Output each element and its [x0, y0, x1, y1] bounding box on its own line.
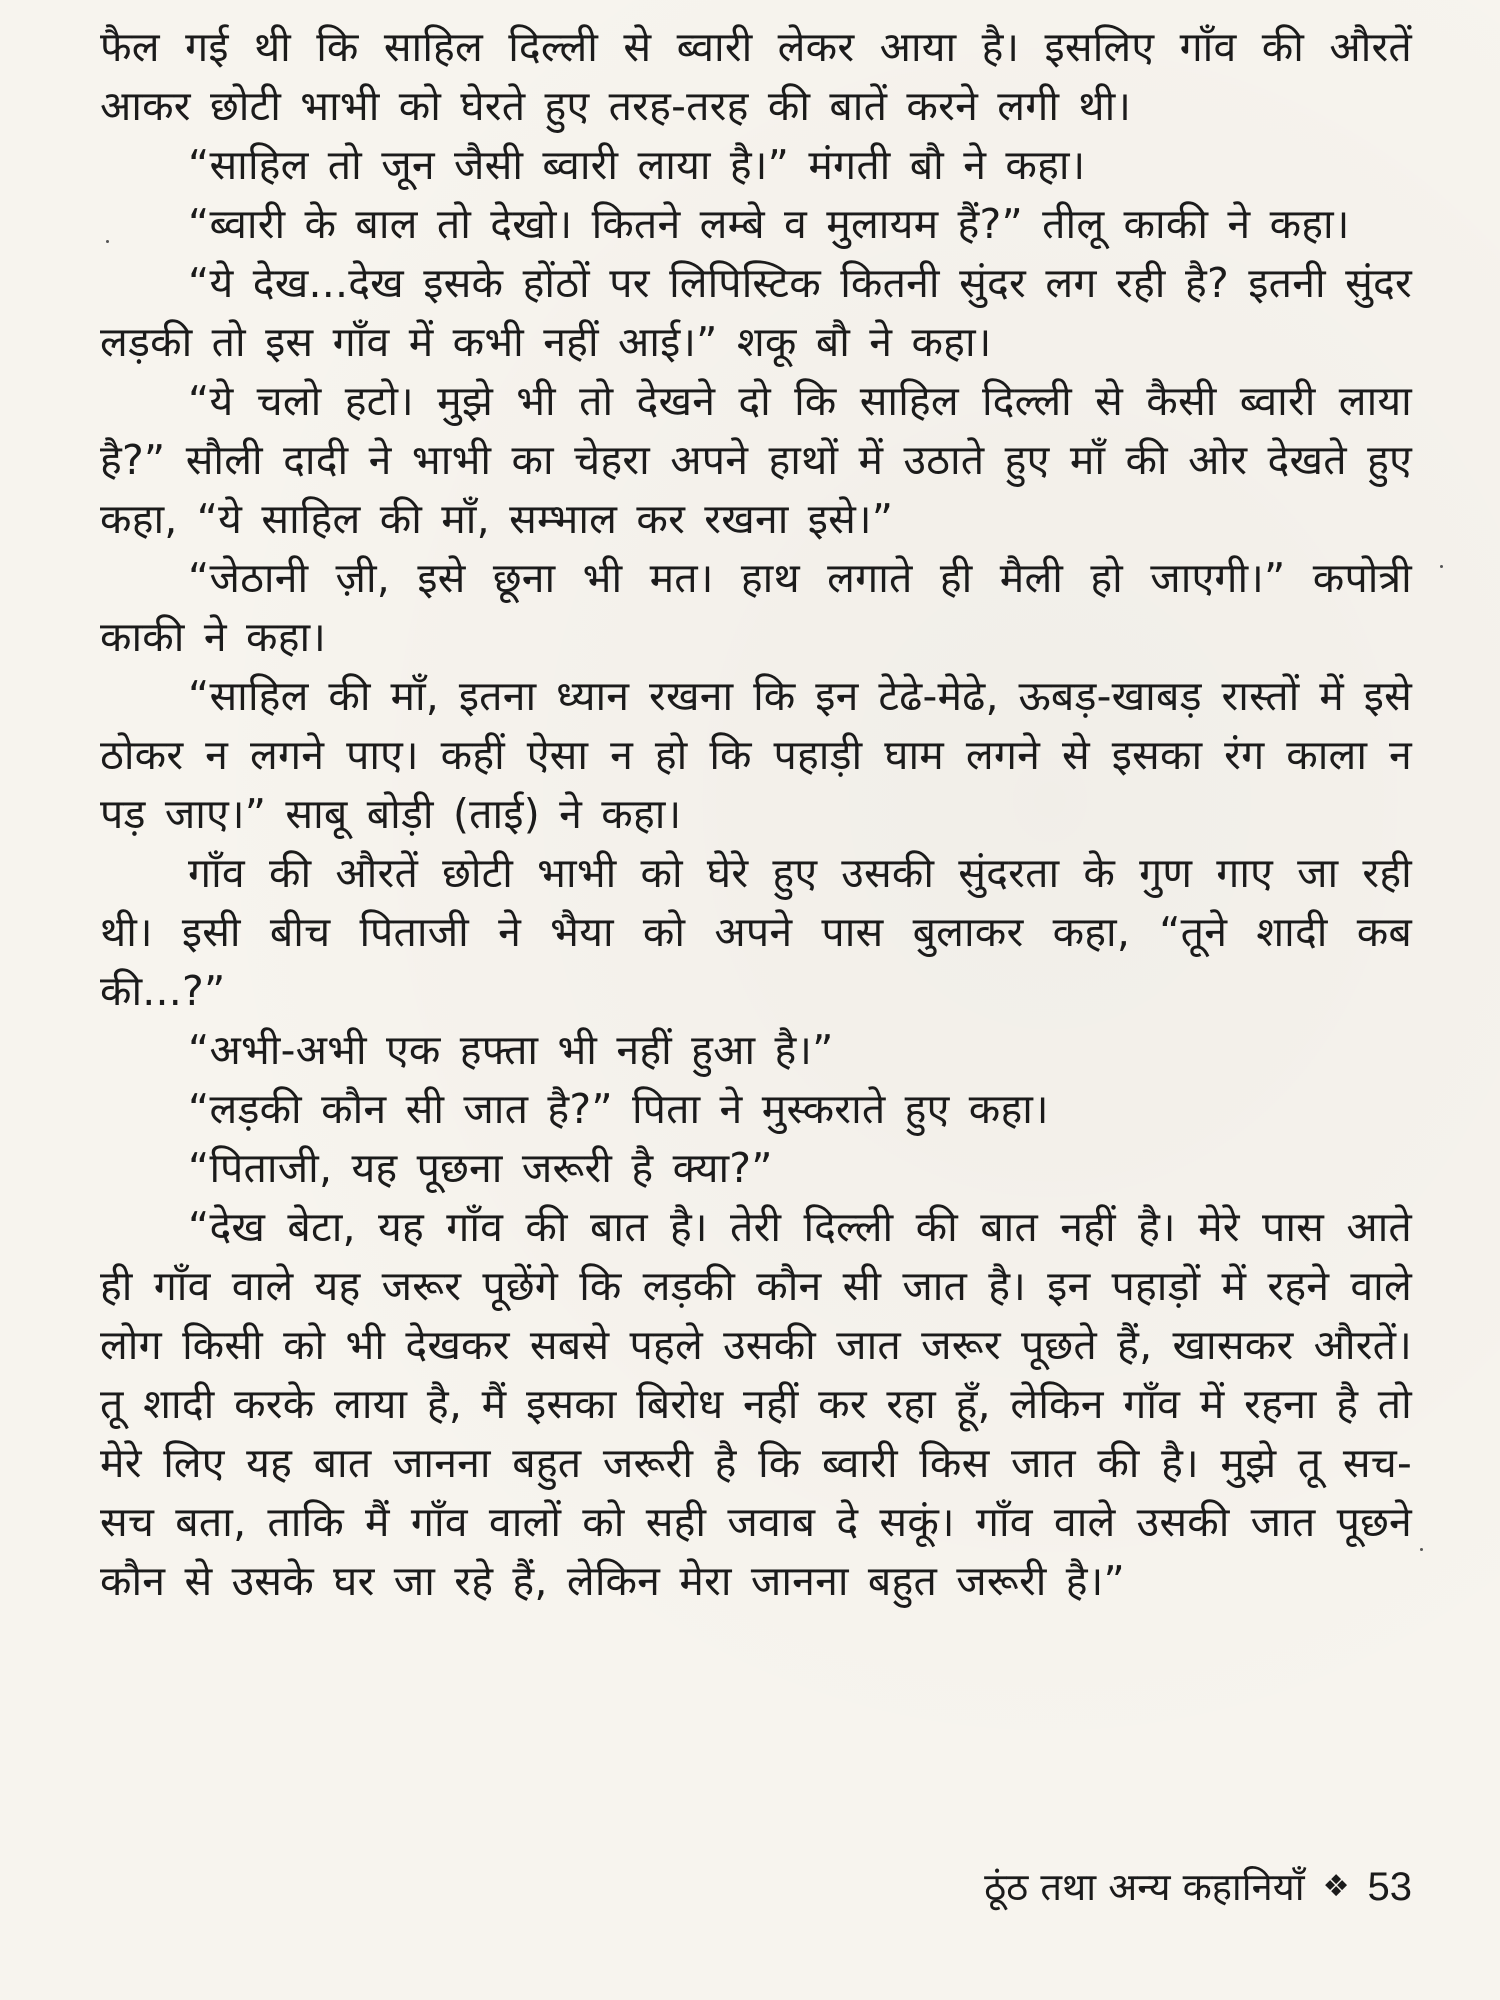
- ink-speck: [1420, 1548, 1423, 1551]
- ink-speck: [106, 240, 109, 243]
- paragraph: “जेठानी ज़ी, इसे छूना भी मत। हाथ लगाते ही मैली हो जाएगी।” कपोत्री काकी ने कहा।: [100, 554, 1412, 661]
- paragraph: “अभी-अभी एक हफ्ता भी नहीं हुआ है।”: [188, 1026, 834, 1074]
- separator-ornament-icon: ❖: [1322, 1869, 1350, 1904]
- paragraph: “लड़की कौन सी जात है?” पिता ने मुस्कराते हुए कहा।: [188, 1085, 1049, 1133]
- body-text: [100, 18, 1412, 1611]
- ink-speck: [1440, 565, 1443, 568]
- paragraph: “ब्वारी के बाल तो देखो। कितने लम्बे व मुलायम हैं?” तीलू काकी ने कहा।: [188, 200, 1350, 248]
- paragraph: “साहिल तो जून जैसी ब्वारी लाया है।” मंगती बौ ने कहा।: [188, 141, 1086, 189]
- paragraph: “साहिल की माँ, इतना ध्यान रखना कि इन टेढे-मेढे, ऊबड़-खाबड़ रास्तों में इसे ठोकर न लगने पाए। कहीं ऐसा न हो कि पहाड़ी घाम लगने से इसका रंग काला न पड़ जाए।” साबू बोड़ी (ताई) ने कहा।: [100, 672, 1412, 838]
- paragraph: “पिताजी, यह पूछना जरूरी है क्या?”: [188, 1144, 773, 1192]
- paragraph: गाँव की औरतें छोटी भाभी को घेरे हुए उसकी सुंदरता के गुण गाए जा रही थी। इसी बीच पिताजी ने भैया को अपने पास बुलाकर कहा, “तूने शादी कब की...?”: [100, 849, 1412, 1015]
- paragraph: “देख बेटा, यह गाँव की बात है। तेरी दिल्ली की बात नहीं है। मेरे पास आते ही गाँव वाले यह जरूर पूछेंगे कि लड़की कौन सी जात है। इन पहाड़ों में रहने वाले लोग किसी को भी देखकर सबसे पहले उसकी जात जरूर पूछते हैं, खासकर औरतें। तू शादी करके लाया है, मैं इसका बिरोध नहीं कर रहा हूँ, लेकिन गाँव में रहना है तो मेरे लिए यह बात जानना बहुत जरूरी है कि ब्वारी किस जात की है। मुझे तू सच-सच बता, ताकि मैं गाँव वालों को सही जवाब दे सकूं। गाँव वाले उसकी जात पूछने कौन से उसके घर जा रहे हैं, लेकिन मेरा जानना बहुत जरूरी है।”: [100, 1203, 1412, 1605]
- page-number: 53: [1367, 1865, 1412, 1909]
- paragraph: “ये चलो हटो। मुझे भी तो देखने दो कि साहिल दिल्ली से कैसी ब्वारी लाया है?” सौली दादी ने भाभी का चेहरा अपने हाथों में उठाते हुए माँ की ओर देखते हुए कहा, “ये साहिल की माँ, सम्भाल कर रखना इसे।”: [100, 377, 1412, 543]
- page-footer: [984, 1862, 1412, 1912]
- book-title: ठूंठ तथा अन्य कहानियाँ: [984, 1865, 1305, 1909]
- paragraph: “ये देख...देख इसके होंठों पर लिपिस्टिक कितनी सुंदर लग रही है? इतनी सुंदर लड़की तो इस गाँव में कभी नहीं आई।” शकू बौ ने कहा।: [100, 259, 1413, 366]
- paragraph: फैल गई थी कि साहिल दिल्ली से ब्वारी लेकर आया है। इसलिए गाँव की औरतें आकर छोटी भाभी को घेरते हुए तरह-तरह की बातें करने लगी थी।: [100, 23, 1412, 130]
